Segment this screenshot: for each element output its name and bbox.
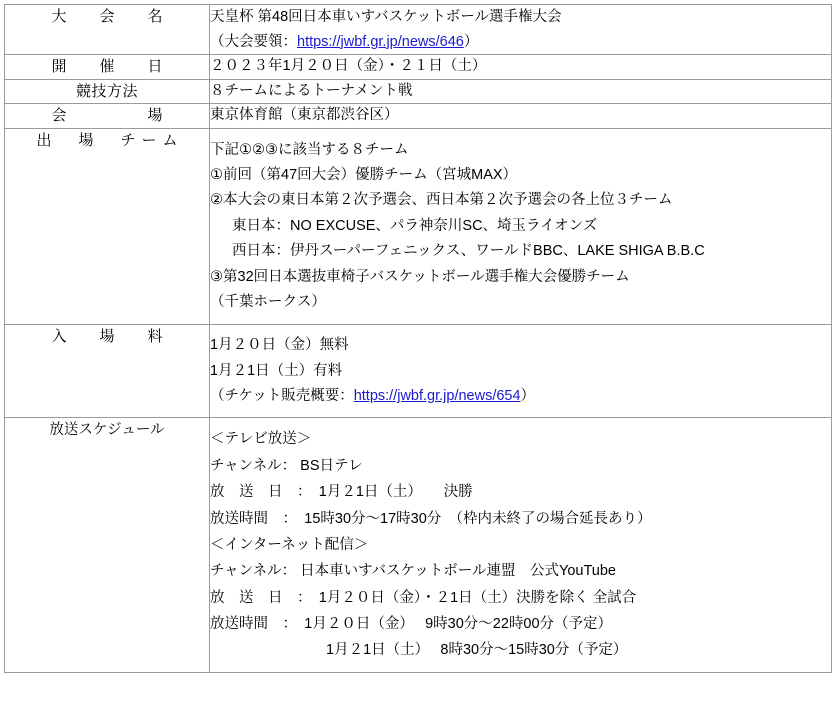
row-label-format <box>5 79 210 103</box>
row-label-text: 入 場 料 <box>51 328 172 346</box>
row-label-text: 開 催 日 <box>51 58 172 76</box>
row-label-text: 競技方法 <box>75 82 138 100</box>
row-value-broadcast-schedule <box>210 418 832 672</box>
row-label-text: 会 場 <box>51 107 172 125</box>
table-row <box>5 5 832 55</box>
table-row <box>5 104 832 128</box>
broadcast-line: ＜テレビ放送＞ <box>210 431 312 448</box>
row-label-tournament-name <box>5 5 210 55</box>
guideline-prefix: （大会要領： <box>210 33 297 50</box>
teams-line: （千葉ホークス） <box>210 293 326 310</box>
table-row <box>5 418 832 672</box>
document-sheet <box>0 4 840 720</box>
admission-line: 1月２０日（金）無料 <box>210 337 349 354</box>
row-value-format <box>210 79 832 103</box>
row-label-broadcast-schedule <box>5 418 210 672</box>
tournament-info-table <box>4 4 832 673</box>
table-row <box>5 325 832 418</box>
table-row <box>5 128 832 325</box>
broadcast-line: 放 送 日 ： 1月２０日（金）・２1日（土）決勝を除く 全試合 <box>210 589 637 606</box>
row-value-tournament-name <box>210 5 832 55</box>
row-value-dates <box>210 55 832 79</box>
broadcast-line: ＜インターネット配信＞ <box>210 536 369 553</box>
teams-line: ②本大会の東日本第２次予選会、西日本第２次予選会の各上位３チーム <box>210 192 673 209</box>
format-line: ８チームによるトーナメント戦 <box>210 82 413 99</box>
row-value-teams <box>210 128 832 325</box>
dates-line: ２０２３年1月２０日（金）・２１日（土） <box>210 58 487 75</box>
teams-line-west: 西日本：伊丹スーパーフェニックス、ワールドBBC、LAKE SHIGA B.B.C <box>232 243 705 260</box>
venue-line: 東京体育館（東京都渋谷区） <box>210 107 399 124</box>
ticket-info-line <box>210 384 831 409</box>
row-label-teams <box>5 128 210 325</box>
broadcast-line-continued: 1月２1日（土） 8時30分〜15時30分（予定） <box>326 642 628 659</box>
broadcast-line: 放送時間 ： 1月２０日（金） 9時30分〜22時00分（予定） <box>210 616 613 633</box>
broadcast-line: チャンネル： 日本車いすバスケットボール連盟 公式YouTube <box>210 563 616 580</box>
table-row <box>5 55 832 79</box>
ticket-prefix: （チケット販売概要： <box>210 388 354 405</box>
row-value-admission <box>210 325 832 418</box>
tournament-name-line: 天皇杯 第48回日本車いすバスケットボール選手権大会 <box>210 9 562 25</box>
row-label-text: 放送スケジュール <box>49 422 165 439</box>
row-label-venue <box>5 104 210 128</box>
tournament-guideline-line <box>210 30 831 55</box>
row-label-admission <box>5 325 210 418</box>
teams-line: ①前回（第47回大会）優勝チーム（宮城MAX） <box>210 167 518 184</box>
teams-line: ③第32回日本選抜車椅子バスケットボール選手権大会優勝チーム <box>210 268 630 285</box>
row-label-text: 大 会 名 <box>51 8 172 25</box>
row-label-text: 出 場 チーム <box>36 131 184 149</box>
teams-line-east: 東日本：NO EXCUSE、パラ神奈川SC、埼玉ライオンズ <box>232 217 598 234</box>
admission-line: 1月２1日（土）有料 <box>210 362 343 379</box>
row-value-venue <box>210 104 832 128</box>
ticket-sales-link[interactable]: https://jwbf.gr.jp/news/654 <box>353 388 521 405</box>
tournament-guideline-link[interactable]: https://jwbf.gr.jp/news/646 <box>297 33 464 50</box>
guideline-suffix: ） <box>463 33 479 50</box>
broadcast-line: 放送時間 ： 15時30分〜17時30分 （枠内未終了の場合延長あり） <box>210 510 652 527</box>
teams-line: 下記①②③に該当する８チーム <box>210 141 409 158</box>
broadcast-line: チャンネル： BS日テレ <box>210 457 363 474</box>
table-row <box>5 79 832 103</box>
ticket-suffix: ） <box>520 388 536 405</box>
row-label-dates <box>5 55 210 79</box>
broadcast-line: 放 送 日 ： 1月２1日（土） 決勝 <box>210 484 473 501</box>
